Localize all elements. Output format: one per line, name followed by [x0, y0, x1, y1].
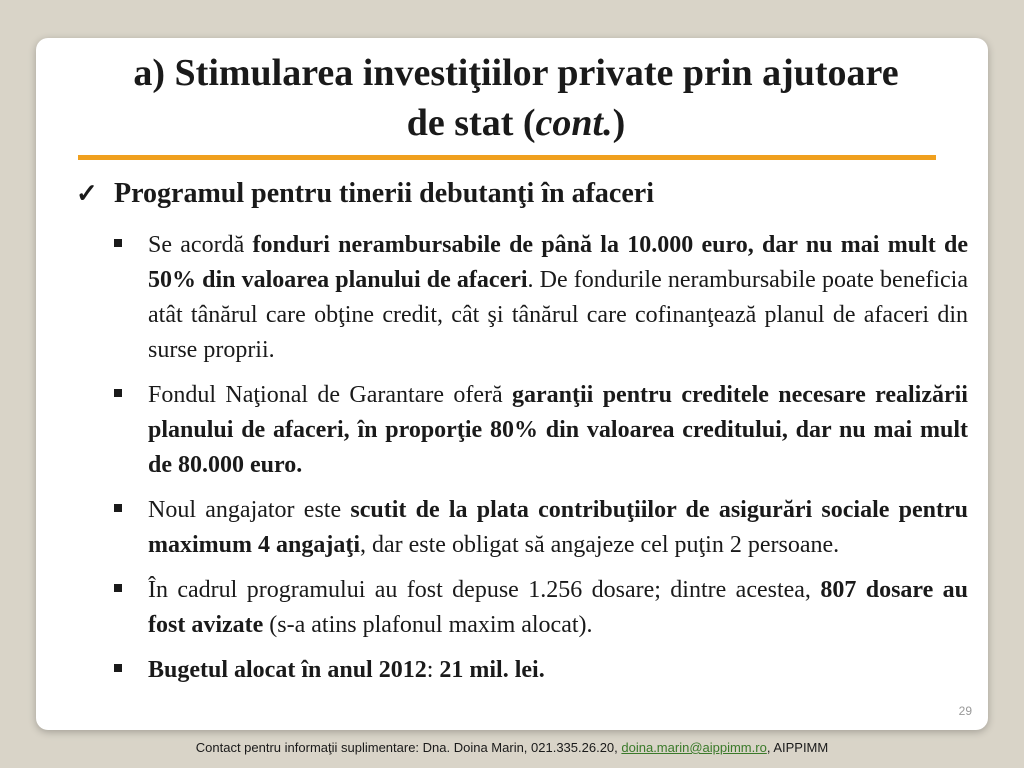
bullet-text: [148, 653, 968, 688]
title-line-2-post: ): [612, 102, 626, 144]
title-line-1: a) Stimularea investiţiilor private prin ajutoare: [133, 52, 899, 94]
bullet-plain: :: [426, 657, 440, 683]
footer-prefix: Contact pentru informaţii suplimentare: Dna. Doina Marin, 021.335.26.20,: [195, 740, 622, 755]
title-divider: [78, 155, 936, 160]
list-item: [114, 653, 974, 688]
page-number: 29: [958, 704, 972, 718]
section-heading: [76, 178, 936, 210]
bullet-bold: 21 mil. lei.: [439, 657, 545, 683]
bullet-text: [148, 228, 968, 368]
list-item: [114, 378, 974, 483]
bullet-bold: garanţii pentru creditele necesare realizării planului de afaceri, în proporţie 80% din valoarea creditului, dar nu mai mult de 80.000 euro.: [148, 382, 968, 478]
bullet-text: [148, 573, 968, 643]
title-line-2-italic: cont.: [535, 102, 613, 144]
square-bullet-icon: [114, 389, 122, 397]
footer-suffix: , AIPPIMM: [766, 740, 829, 755]
bullet-bold: fonduri nerambursabile de până la 10.000 euro, dar nu mai mult de 50% din valoarea planului de afaceri: [148, 232, 969, 293]
square-bullet-icon: [114, 504, 122, 512]
square-bullet-icon: [114, 584, 122, 592]
title-line-2: [76, 98, 956, 148]
list-item: [114, 228, 974, 368]
bullet-bold: Bugetul alocat în anul 2012: [148, 657, 427, 683]
bullet-text: [148, 378, 968, 483]
section-heading-text: Programul pentru tinerii debutanţi în afaceri: [114, 178, 654, 209]
bullet-plain: Fondul Naţional de Garantare oferă: [148, 382, 512, 408]
bullet-plain: . De fondurile nerambursabile poate beneficia atât tânărul care obţine credit, cât şi tânărul care cofinanţează planul de afaceri din surse proprii.: [148, 267, 968, 363]
bullet-plain: Noul angajator este: [148, 497, 351, 523]
checkmark-icon: ✓: [76, 179, 98, 208]
square-bullet-icon: [114, 239, 122, 247]
bullet-plain: , dar este obligat să angajeze cel puţin 2 persoane.: [360, 532, 840, 558]
bullet-plain: În cadrul programului au fost depuse 1.256 dosare; dintre acestea,: [148, 577, 821, 603]
bullet-bold: 807 dosare au fost avizate: [148, 577, 969, 638]
contact-email-link[interactable]: doina.marin@aippimm.ro: [621, 740, 767, 755]
bullet-text: [148, 493, 968, 563]
title-line-2-pre: de stat (: [406, 102, 536, 144]
bullet-plain: (s-a atins plafonul maxim alocat).: [263, 612, 593, 638]
bullet-bold: scutit de la plata contribuţiilor de asigurări sociale pentru maximum 4 angajaţi: [148, 497, 968, 558]
list-item: [114, 493, 974, 563]
square-bullet-icon: [114, 664, 122, 672]
bullet-plain: Se acordă: [148, 232, 253, 258]
list-item: [114, 573, 974, 643]
slide-title: [76, 48, 956, 148]
footer-contact: [0, 740, 1024, 755]
bullet-list: [114, 228, 974, 698]
slide: [36, 38, 988, 730]
